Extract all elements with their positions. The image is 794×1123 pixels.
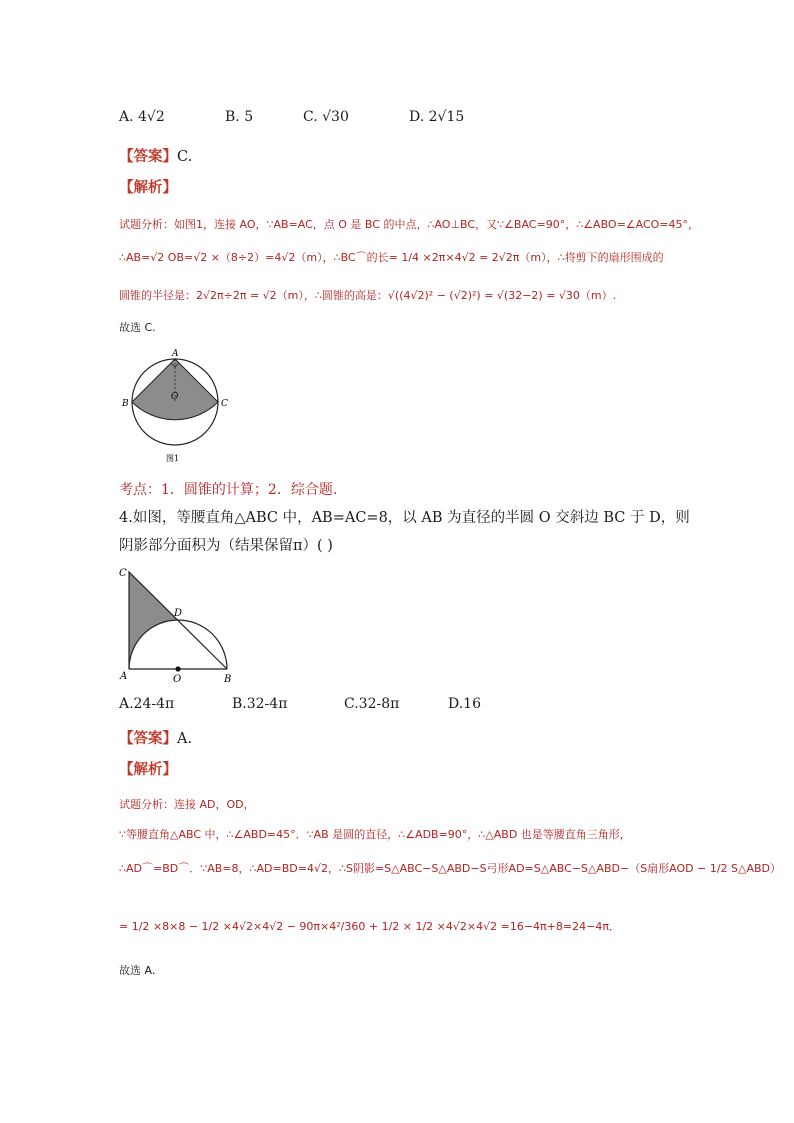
q3-answer-value: C.	[177, 149, 193, 165]
figure2-label-o: O	[173, 674, 182, 685]
figure1-label-b: B	[122, 399, 129, 409]
q3-analysis-tag: 【解析】	[119, 179, 177, 196]
figure1-label-o: O	[171, 392, 179, 402]
q3-option-a: A. 4√2	[119, 109, 165, 125]
q3-analysis-line-1: 试题分析：如图1，连接 AO，∵AB=AC，点 O 是 BC 的中点，∴AO⊥BC，又∵∠BAC=90°，∴∠ABO=∠ACO=45°，	[119, 218, 700, 231]
q3-kaodian: 考点：1．圆锥的计算；2．综合题.	[119, 482, 338, 498]
q3-analysis-line-3: 圆锥的半径是：2√2π÷2π = √2（m），∴圆锥的高是：√((4√2)² − (√2)²) = √(32−2) = √30（m）.	[119, 289, 617, 302]
q3-analysis-line-2: ∴AB=√2 OB=√2 ×（8÷2）=4√2（m），∴BC⌒的长= 1/4 ×2π×4√2 = 2√2π（m），∴将剪下的扇形围成的	[119, 251, 664, 264]
q4-answer	[119, 727, 192, 748]
figure1-label-c: C	[221, 399, 228, 409]
q3-figure	[115, 345, 235, 467]
figure1-label-a: A	[172, 349, 179, 359]
figure2-label-b: B	[224, 674, 232, 685]
q4-analysis-tag: 【解析】	[119, 761, 177, 778]
q4-analysis-line-4: = 1/2 ×8×8 − 1/2 ×4√2×4√2 − 90π×4²/360 + 1/2 × 1/2 ×4√2×4√2 =16−4π+8=24−4π．	[119, 920, 620, 933]
q4-option-a: A.24-4π	[119, 696, 175, 712]
figure2-label-c: C	[119, 568, 127, 579]
figure2-label-a: A	[120, 671, 128, 682]
q4-analysis-line-3: ∴AD⌒=BD⌒．∵AB=8，∴AD=BD=4√2，∴S阴影=S△ABC−S△ABD−S弓形AD=S△ABC−S△ABD−（S扇形AOD − 1/2 S△ABD）	[119, 862, 782, 875]
q4-question-line-1: 4.如图，等腰直角△ABC 中，AB=AC=8，以 AB 为直径的半圆 O 交斜边 BC 于 D，则	[119, 510, 690, 526]
q4-conclusion: 故选 A.	[119, 964, 156, 977]
q3-option-b: B. 5	[225, 109, 254, 125]
q3-answer	[119, 145, 192, 166]
q3-conclusion: 故选 C.	[119, 321, 156, 334]
q4-analysis-line-2: ∵等腰直角△ABC 中，∴∠ABD=45°．∵AB 是圆的直径，∴∠ADB=90°，∴△ABD 也是等腰直角三角形，	[119, 828, 631, 841]
q3-option-d: D. 2√15	[409, 109, 465, 125]
figure1-caption: 图1	[166, 454, 180, 463]
q4-option-c: C.32-8π	[344, 696, 400, 712]
q4-option-d: D.16	[448, 696, 481, 712]
q4-figure	[115, 562, 240, 687]
q4-option-b: B.32-4π	[232, 696, 288, 712]
figure2-label-d: D	[174, 608, 183, 619]
q3-option-c: C. √30	[303, 109, 349, 125]
q3-answer-tag: 【答案】	[119, 148, 177, 165]
q4-answer-value: A.	[177, 731, 193, 747]
q4-answer-tag: 【答案】	[119, 730, 177, 747]
q4-question-line-2: 阴影部分面积为（结果保留π）( )	[119, 538, 333, 554]
q4-analysis-line-1: 试题分析：连接 AD，OD，	[119, 798, 255, 811]
figure2-center-o	[175, 666, 180, 671]
